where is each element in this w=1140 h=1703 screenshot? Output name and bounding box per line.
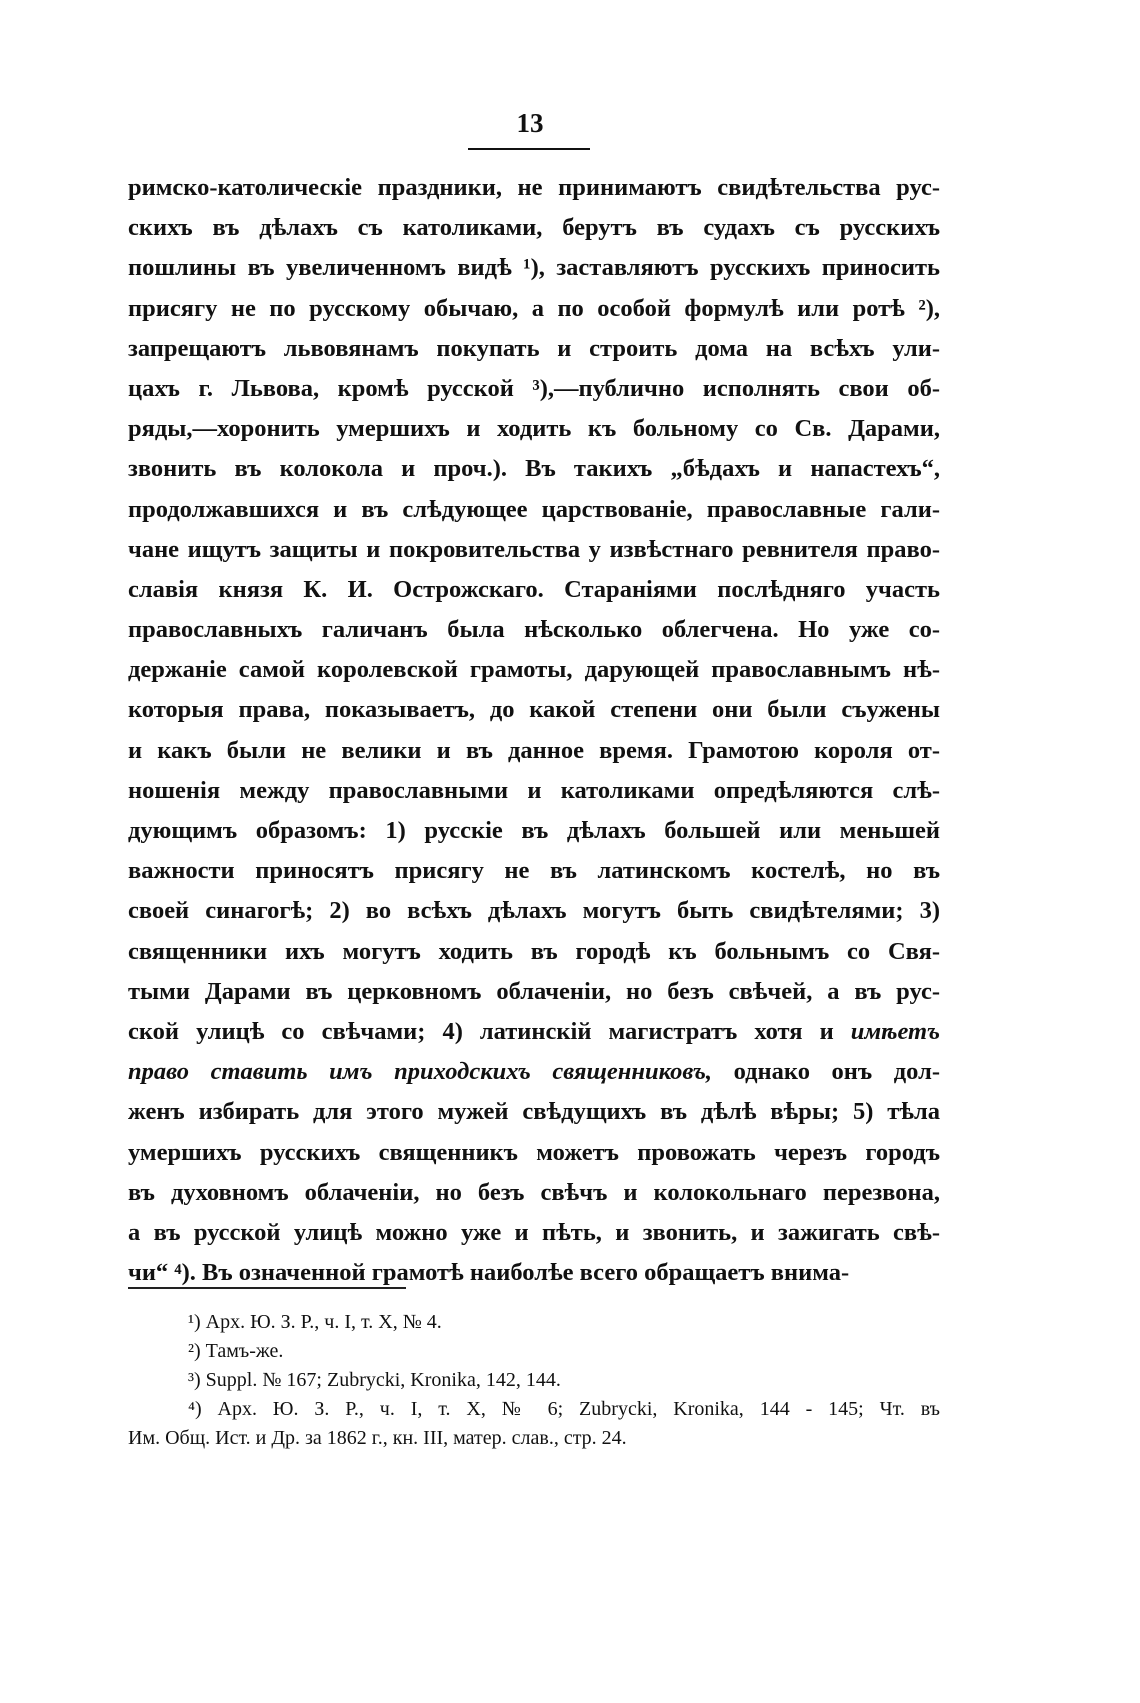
text-line: пошлины въ увеличенномъ видѣ ¹), заставляютъ русскихъ приносить [128,254,940,282]
italic-segment: имѣетъ [850,1017,940,1045]
footnote-text: Suppl. № 167; Zubrycki, Kronika, 142, 144. [205,1369,561,1391]
text-line: звонить въ колокола и проч.). Въ такихъ „бѣдахъ и напастехъ“, [128,455,940,483]
text-line: которыя права, показываетъ, до какой степени они были съужены [128,696,940,724]
body-text [128,168,940,1293]
italic-segment: право ставить имъ приходскихъ священниковъ, [128,1058,712,1086]
text-line: православныхъ галичанъ была нѣсколько облегчена. Но уже со- [128,616,940,644]
footnote-mark: ¹) [188,1311,201,1333]
footnote [128,1308,940,1337]
footnote-text: Тамъ-же. [205,1340,284,1362]
text-line: ряды,—хоронить умершихъ и ходить къ больному со Св. Дарами, [128,415,940,443]
text-line: тыми Дарами въ церковномъ облаченіи, но безъ свѣчей, а въ рус- [128,977,940,1005]
text-line: скихъ въ дѣлахъ съ католиками, берутъ въ судахъ съ русскихъ [128,214,940,242]
text-line: славія князя К. И. Острожскаго. Стараніями послѣдняго участь [128,575,940,603]
footnote-continuation [128,1424,940,1453]
text-line: римско-католическіе праздники, не принимаютъ свидѣтельства рус- [128,174,940,201]
text-line: священники ихъ могутъ ходить въ городѣ къ больнымъ со Свя- [128,937,940,965]
text-line: чи“ ⁴). Въ означенной грамотѣ наиболѣе всего обращаетъ внима- [128,1259,850,1287]
footnote [128,1366,940,1395]
page-number-rule [468,148,590,150]
text-segment: ской улицѣ со свѣчами; 4) латинскій магистратъ хотя и [128,1017,834,1045]
text-line: чане ищутъ защиты и покровительства у извѣстнаго ревнителя право- [128,535,940,563]
text-line: и какъ были не велики и въ данное время. Грамотою короля от- [128,736,940,764]
text-line [128,1052,940,1092]
text-line: дующимъ образомъ: 1) русскіе въ дѣлахъ большей или меньшей [128,817,940,844]
text-segment: однако онъ дол- [733,1058,940,1086]
text-line: держаніе самой королевской грамоты, дарующей православнымъ нѣ- [128,656,940,684]
text-line: цахъ г. Львова, кромѣ русской ³),—публично исполнять свои об- [128,374,940,402]
footnote [128,1337,940,1366]
page-number: 13 [516,108,544,138]
text-line: въ духовномъ облаченіи, но безъ свѣчъ и колокольнаго перезвона, [128,1178,940,1206]
text-line: а въ русской улицѣ можно уже и пѣть, и звонить, и зажигать свѣ- [128,1218,940,1246]
footnote-rule [128,1287,406,1289]
footnote-text: Арх. Ю. З. Р., ч. I, т. X, № 6; Zubrycki, Kronika, 144 - 145; Чт. въ [217,1398,941,1420]
text-line: важности приносятъ присягу не въ латинскомъ костелѣ, но въ [128,857,940,885]
footnote-text: Арх. Ю. З. Р., ч. I, т. X, № 4. [205,1311,442,1333]
text-line [128,1012,940,1052]
footnote [128,1395,940,1424]
footnote-mark: ⁴) [188,1398,202,1420]
text-line: продолжавшихся и въ слѣдующее царствованіе, православные гали- [128,495,940,523]
text-line: умершихъ русскихъ священникъ можетъ провожать черезъ городъ [128,1138,940,1166]
text-line: женъ избирать для этого мужей свѣдущихъ въ дѣлѣ вѣры; 5) тѣла [128,1098,940,1126]
text-line: присягу не по русскому обычаю, а по особой формулѣ или ротѣ ²), [128,294,940,322]
footnote-mark: ³) [188,1369,201,1391]
text-line: своей синагогѣ; 2) во всѣхъ дѣлахъ могутъ быть свидѣтелями; 3) [128,897,940,925]
footnote-mark: ²) [188,1340,201,1362]
text-line: запрещаютъ львовянамъ покупать и строить дома на всѣхъ ули- [128,334,940,362]
footnotes [128,1308,940,1453]
text-line: ношенія между православными и католиками опредѣляются слѣ- [128,776,940,804]
footnote-text: Им. Общ. Ист. и Др. за 1862 г., кн. III, матер. слав., стр. 24. [128,1427,627,1449]
